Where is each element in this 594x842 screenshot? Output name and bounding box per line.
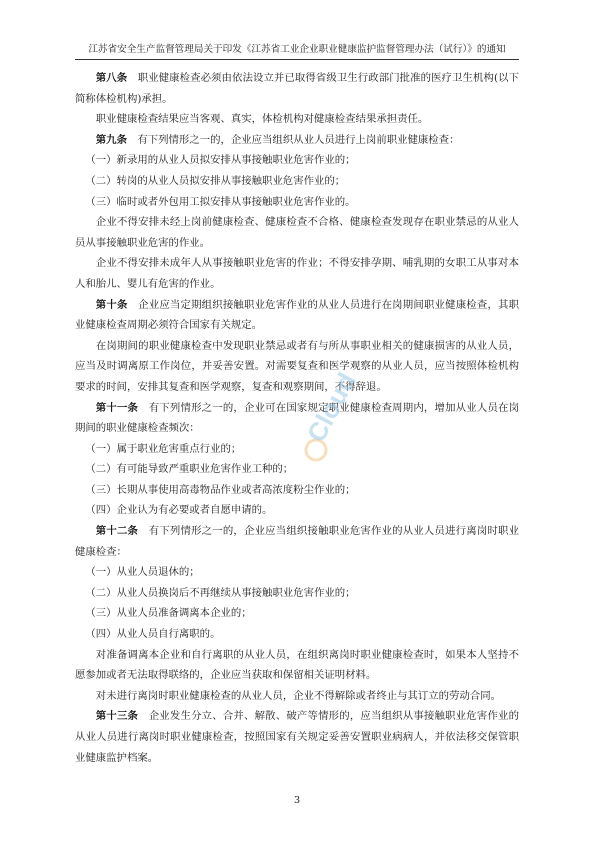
- article-paragraph: [75, 398, 519, 439]
- page-header: 江苏省安全生产监督管理局关于印发《江苏省工业企业职业健康监护监督管理办法（试行）》的通知: [75, 42, 519, 60]
- paragraph: [75, 253, 519, 294]
- paragraph-text: （一）新录用的从业人员拟安排从事接触职业危害作业的；: [85, 154, 356, 167]
- paragraph-text: 有下列情形之一的，企业应当组织从业人员进行上岗前职业健康检查：: [137, 133, 460, 146]
- list-item: [75, 439, 519, 460]
- paragraph-text: 在岗期间的职业健康检查中发现职业禁忌或者有与所从事职业相关的健康损害的从业人员，应当及时调离原工作岗位，并妥善安置。对需要复查和医学观察的从业人员，应当按照体检机构要求的时间，安排其复查和医学观察，复查和观察期间，不得辞退。: [75, 339, 519, 393]
- paragraph-text: （三）临时或者外包用工拟安排从事接触职业危害作业的。: [85, 195, 356, 208]
- paragraph: [75, 336, 519, 398]
- article-number: 第八条: [95, 72, 128, 84]
- paragraph-text: （一）从业人员退休的；: [85, 566, 200, 579]
- article-paragraph: [75, 295, 519, 336]
- list-item: [75, 192, 519, 213]
- list-item: [75, 500, 519, 521]
- watermark-text: Cloud: [300, 367, 362, 447]
- cloud-watermark-icon: [298, 358, 378, 468]
- article-number: 第十条: [95, 298, 128, 311]
- paragraph-text: 企业不得安排未经上岗前健康检查、健康检查不合格、健康检查发现存在职业禁忌的从业人员从事接触职业危害的作业。: [75, 216, 519, 249]
- paragraph: [75, 109, 519, 130]
- article-number: 第九条: [95, 133, 127, 146]
- paragraph-text: （四）从业人员自行离职的。: [85, 628, 221, 641]
- paragraph-text: 企业应当定期组织接触职业危害作业的从业人员进行在岗期间职业健康检查，其职业健康检查周期必须符合国家有关规定。: [75, 298, 520, 332]
- paragraph-text: 职业健康检查必须由依法设立并已取得省级卫生行政部门批准的医疗卫生机构(以下简称体检机构)承担。: [75, 72, 519, 105]
- article-paragraph: [75, 706, 519, 768]
- paragraph-text: （三）从业人员准备调离本企业的；: [85, 607, 252, 620]
- list-item: [75, 150, 519, 171]
- paragraph-text: 企业不得安排未成年人从事接触职业危害的作业；不得安排孕期、哺乳期的女职工从事对本人和胎儿、婴儿有危害的作业。: [75, 257, 519, 290]
- list-item: [75, 583, 519, 604]
- paragraph-text: （四）企业认为有必要或者自愿申请的。: [85, 504, 273, 517]
- paragraph-text: 有下列情形之一的，企业应当组织接触职业危害作业的从业人员进行离岗时职业健康检查：: [75, 525, 520, 558]
- paragraph-text: 对准备调离本企业和自行离职的从业人员，在组织离岗时职业健康检查时，如果本人坚持不愿参加或者无法取得联络的，企业应当获取和保留相关证明材料。: [75, 648, 519, 682]
- article-number: 第十二条: [95, 525, 139, 538]
- paragraph: [75, 212, 519, 253]
- paragraph-text: （二）从业人员换岗后不再继续从事接触职业危害作业的；: [85, 586, 356, 599]
- list-item: [75, 624, 519, 645]
- paragraph-text: （二）有可能导致严重职业危害作业工种的；: [85, 463, 294, 476]
- list-item: [75, 562, 519, 583]
- list-item: [75, 480, 519, 501]
- paragraph: [75, 645, 519, 686]
- document-body: [75, 68, 519, 768]
- paragraph-text: （二）转岗的从业人员拟安排从事接触职业危害作业的；: [85, 174, 346, 187]
- article-number: 第十三条: [95, 710, 139, 723]
- paragraph-text: 有下列情形之一的，企业可在国家规定职业健康检查周期内，增加从业人员在岗期间的职业健康检查频次：: [75, 401, 520, 435]
- article-paragraph: [75, 68, 519, 109]
- article-paragraph: [75, 521, 519, 562]
- page-number: 3: [293, 795, 301, 806]
- paragraph-text: 企业发生分立、合并、解散、破产等情形的，应当组织从事接触职业危害作业的从业人员进行离岗时职业健康检查，按照国家有关规定妥善安置职业病病人，并依法移交保管职业健康监护档案。: [75, 710, 520, 764]
- list-item: [75, 603, 519, 624]
- article-number: 第十一条: [95, 401, 139, 414]
- list-item: [75, 171, 519, 192]
- paragraph-text: （一）属于职业危害重点行业的；: [85, 442, 242, 455]
- paragraph-text: 对未进行离岗时职业健康检查的从业人员，企业不得解除或者终止与其订立的劳动合同。: [95, 689, 502, 702]
- article-paragraph: [75, 130, 519, 151]
- paragraph-text: （三）长期从事使用高毒物品作业或者高浓度粉尘作业的；: [85, 483, 356, 496]
- paragraph: [75, 686, 519, 707]
- list-item: [75, 459, 519, 480]
- paragraph-text: 职业健康检查结果应当客观、真实，体检机构对健康检查结果承担责任。: [95, 113, 429, 126]
